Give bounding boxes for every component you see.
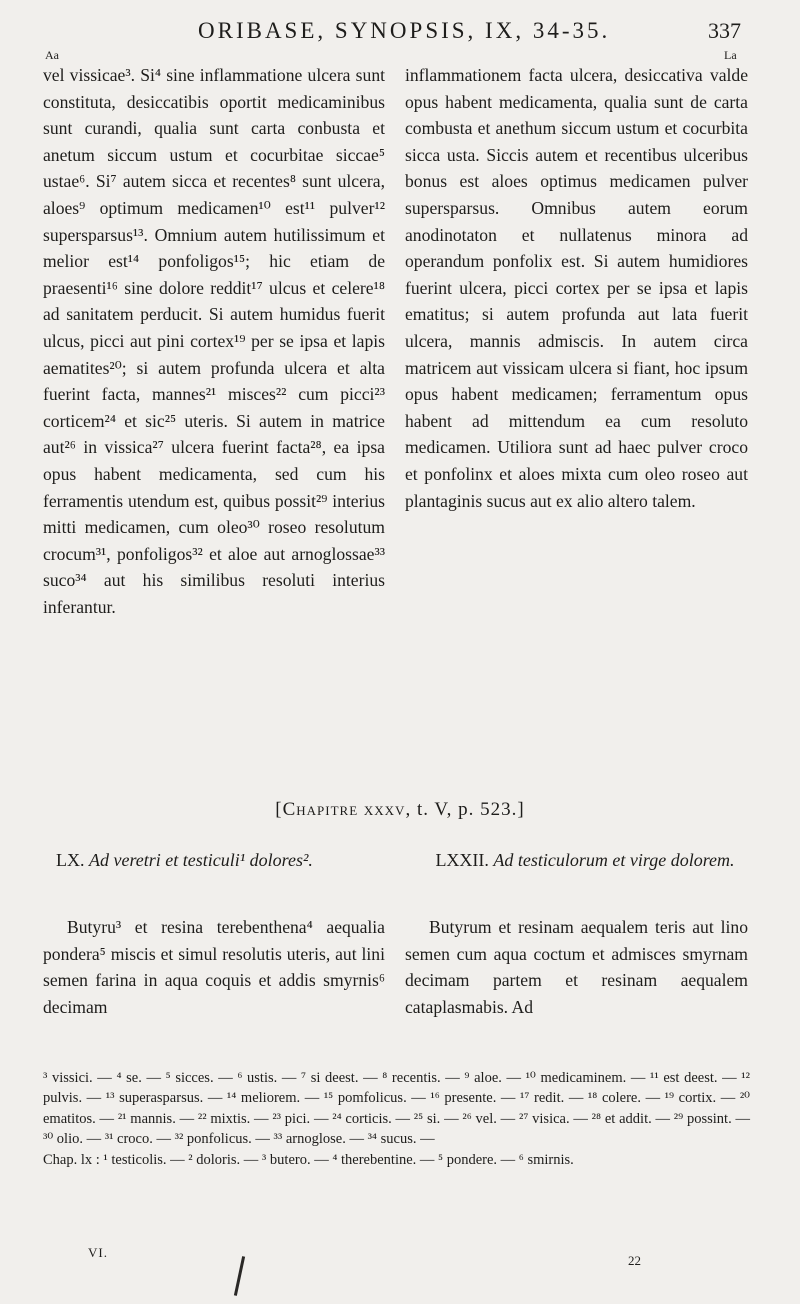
section-number-right: LXXII. <box>435 850 489 870</box>
section-title-left: Ad veretri et testiculi¹ dolores². <box>89 850 313 870</box>
ink-stroke-mark <box>234 1256 245 1296</box>
footnote-block-2: Chap. lx : ¹ testicolis. — ² doloris. — ³ butero. — ⁴ therebentine. — ⁵ pondere. — ⁶ smirnis. <box>43 1151 574 1168</box>
section-heading-right <box>420 849 750 871</box>
footnotes <box>43 1068 750 1170</box>
page-header <box>0 18 800 52</box>
section-text-left: Butyru³ et resina terebenthena⁴ aequalia pondera⁵ miscis et simul resolutis uteris, aut lini semen farina in aqua coquis et addis smyrnis⁶ decimam <box>43 917 385 1017</box>
left-column-text: vel vissicae³. Si⁴ sine inflammatione ulcera sunt constituta, desiccatibis oportit medicaminibus sunt curandi, qualia sunt carta conbusta et anetum siccum ustum et cocurbitae siccae⁵ ustae⁶. Si⁷ autem sicca et recentes⁸ sunt ulcera, aloes⁹ optimum medicamen¹⁰ est¹¹ pulver¹² supersparsus¹³. Omnium autem hutilissimum et melior est¹⁴ ponfoligos¹⁵; hic etiam de praesenti¹⁶ sine dolore reddit¹⁷ ulcus et celere¹⁸ ad sanitatem perducit. Si autem humidus fuerit ulcus, picci aut pini cortex¹⁹ per se ipsa et lapis aematites²⁰; si autem profunda ulcera et alta fuerint facta, mannes²¹ misces²² cum picci²³ corticem²⁴ et sic²⁵ uteris. Si autem in matrice aut²⁶ in vissica²⁷ ulcera fuerint facta²⁸, ea ipsa opus habent medicamenta, sed cum his ferramentis utendum est, quibus possit²⁹ interius mitti medicamen, cum oleo³⁰ roseo resolutum crocum³¹, ponfoligos³² et aloe aut arnoglossae³³ suco³⁴ aut his similibus resoluti interius inferantur. <box>43 65 385 617</box>
chapter-ref-rest: , t. V, p. 523.] <box>405 799 525 820</box>
chapter-ref-open: [ <box>275 799 283 820</box>
running-title: ORIBASE, SYNOPSIS, IX, 34-35. <box>198 18 611 43</box>
right-column-text: inflammationem facta ulcera, desiccativa valde opus habent medicamenta, qualia sunt de carta combusta et anethum siccum ustum et cocurbita sicca usta. Siccis autem et recentibus ulceribus bonus est aloes optimus medicamen pulver supersparsus. Omnibus autem eorum anodinotaton et nullatenus minora ad operandum ponfolix est. Si autem humidiores fuerint ulcera, picci cortex per se ipsa et lapis ematitus; si autem profunda aut lata fuerit ulcera, mannis admiscis. In autem circa matricem aut vissicam ulcera si fiant, hoc ipsum opus habent medicamen; ferramentum opus habent ad mittendum ea cum resoluto medicamen. Utiliora sunt ad haec pulver croco et ponfolinx et aloes mixta cum oleo roseo aut plantaginis sucus aut ex alio altero talem. <box>405 65 748 511</box>
section-heading-left <box>56 849 376 871</box>
sheet-number: 22 <box>628 1253 641 1268</box>
left-column-siglum: Aa <box>45 48 59 62</box>
section-text-right: Butyrum et resinam aequalem teris aut lino semen cum aqua coctum et admisces smyrnam decimam partem et resinam aequalem cataplasmabis. Ad <box>405 917 748 1017</box>
right-column-siglum: La <box>724 48 737 62</box>
section-body-right <box>405 914 748 1020</box>
section-title-right: Ad testiculorum et virge dolorem. <box>493 850 735 870</box>
page-number: 337 <box>708 18 741 43</box>
footnote-block-1: ³ vissici. — ⁴ se. — ⁵ sicces. — ⁶ ustis. — ⁷ si deest. — ⁸ recentis. — ⁹ aloe. — ¹⁰ medicaminem. — ¹¹ est deest. — ¹² pulvis. — ¹³ superasparsus. — ¹⁴ meliorem. — ¹⁵ pomfolicus. — ¹⁶ presente. — ¹⁷ redit. — ¹⁸ colere. — ¹⁹ cortix. — ²⁰ ematitos. — ²¹ mannis. — ²² mixtis. — ²³ pici. — ²⁴ corticis. — ²⁵ si. — ²⁶ vel. — ²⁷ visica. — ²⁸ et addit. — ²⁹ possint. — ³⁰ olio. — ³¹ croco. — ³² ponfolicus. — ³³ arnoglose. — ³⁴ sucus. — <box>43 1070 750 1148</box>
signature-mark: VI. <box>88 1245 108 1260</box>
chapter-reference <box>0 799 800 821</box>
section-number-left: LX. <box>56 850 85 870</box>
left-text-column <box>43 62 385 620</box>
chapter-ref-label: Chapitre xxxv <box>282 799 406 820</box>
section-body-left <box>43 914 385 1020</box>
right-text-column <box>405 62 748 514</box>
